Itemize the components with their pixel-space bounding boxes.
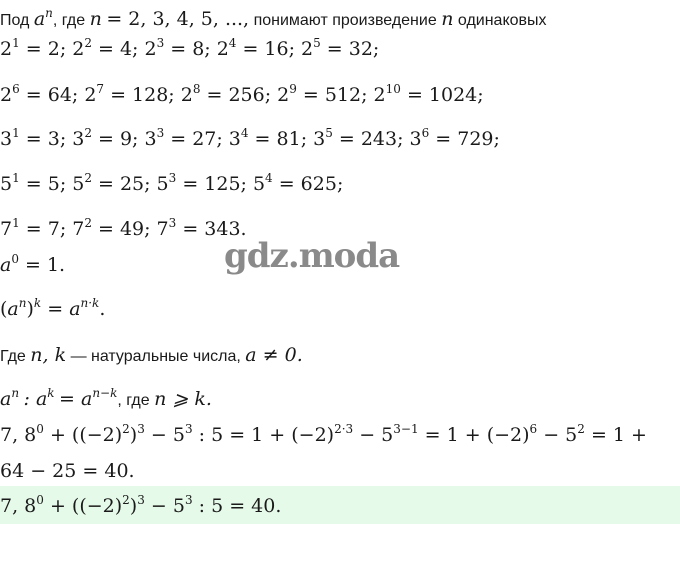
intro-middle: , где bbox=[52, 12, 86, 29]
intro-suffix: понимают произведение bbox=[253, 12, 437, 29]
conditions-line bbox=[0, 344, 303, 366]
intro-symbol: $a^n$ bbox=[33, 6, 53, 30]
division-mid: : $a^k$ bbox=[23, 386, 55, 410]
intro-values: = 2, 3, 4, 5, ..., bbox=[106, 8, 250, 30]
intro-n2: n bbox=[441, 8, 454, 30]
solution-line-1: 7, $8^0 + ((-2)^2)^3 - 5^3$ : $5 = 1 + (-2)^{2\cdot 3} - 5^{3-1} = 1 + (-2)^6 - 5^2 = 1$ + bbox=[0, 422, 647, 446]
conditions-text: — натуральные числа, bbox=[70, 348, 241, 365]
conditions-prefix: Где bbox=[0, 348, 26, 365]
powers-of-seven: $7^1 = 7$; $7^2 = 49$; $7^3 = 343$. bbox=[0, 216, 247, 240]
watermark: gdz.moda bbox=[224, 236, 400, 276]
answer-line: 7, $8^0 + ((-2)^2)^3 - 5^3$ : 5 = 40. bbox=[0, 493, 282, 517]
intro-line bbox=[0, 8, 547, 30]
division-text: , где bbox=[117, 392, 150, 409]
powers-of-two-row1: $2^1 = 2$; $2^2 = 4$; $2^3 = 8$; $2^4 = 16$; $2^5 = 32$; bbox=[0, 36, 380, 60]
division-rule-line bbox=[0, 388, 212, 410]
division-eq: = $a^{n-k}$ bbox=[59, 386, 118, 410]
intro-n: n bbox=[89, 8, 102, 30]
zero-power-rule: $a^0 = 1$. bbox=[0, 252, 66, 276]
power-of-power-rule: $(a^n)^k = a^{n\cdot k}$. bbox=[0, 296, 106, 320]
powers-of-three: $3^1 = 3$; $3^2 = 9$; $3^3 = 27$; $3^4 = 81$; $3^5 = 243$; $3^6 = 729$; bbox=[0, 126, 500, 150]
powers-of-five: $5^1 = 5$; $5^2 = 25$; $5^3 = 125$; $5^4 = 625$; bbox=[0, 171, 344, 195]
intro-tail: одинаковых bbox=[457, 12, 547, 29]
powers-of-two-row2: $2^6 = 64$; $2^7 = 128$; $2^8 = 256$; $2^9 = 512$; $2^{10} = 1024$; bbox=[0, 82, 484, 106]
solution-line-2: 64 − 25 = 40. bbox=[0, 460, 135, 482]
division-tail: n ⩾ k. bbox=[154, 388, 212, 410]
conditions-vars: n, k bbox=[30, 344, 67, 366]
conditions-cond: a ≠ 0. bbox=[245, 344, 303, 366]
intro-prefix: Под bbox=[0, 12, 30, 29]
division-left: $a^n$ bbox=[0, 386, 20, 410]
